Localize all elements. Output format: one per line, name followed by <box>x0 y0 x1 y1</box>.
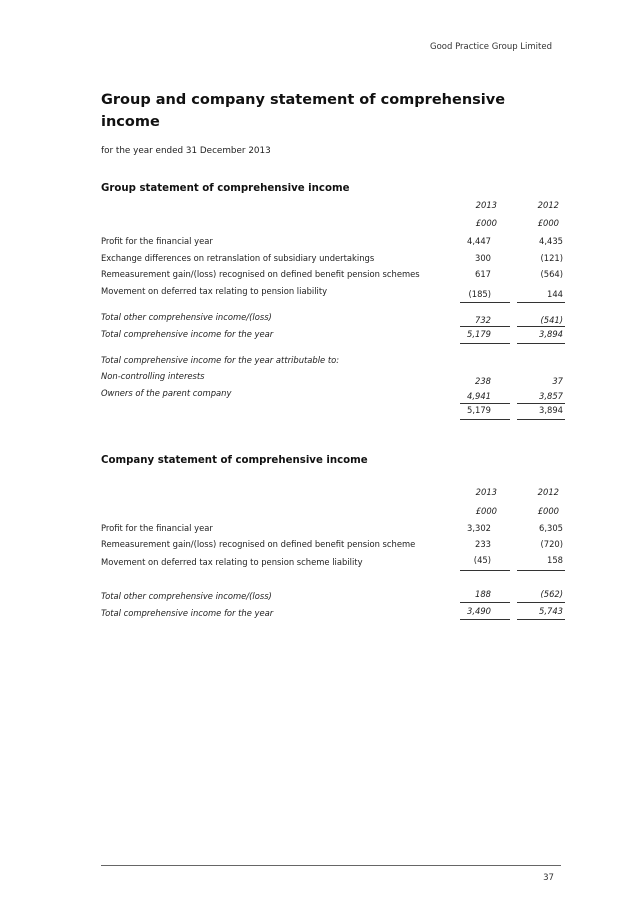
row-value-2012: 158 <box>547 555 563 565</box>
group-col-year-2013: 2013 <box>475 200 497 210</box>
row-value-2012: (564) <box>540 269 563 279</box>
page-number: 37 <box>543 873 554 883</box>
group-col-unit-2013: £000 <box>475 218 497 228</box>
page-subtitle: for the year ended 31 December 2013 <box>101 146 271 156</box>
row-label: Exchange differences on retranslation of subsidiary undertakings <box>101 253 375 263</box>
group-row <box>101 233 571 249</box>
row-value-2013: 5,179 <box>467 329 491 339</box>
group-col-year-2012: 2012 <box>537 200 559 210</box>
row-value-2013: 4,447 <box>467 236 491 246</box>
divider <box>460 570 510 571</box>
row-value-2012: (121) <box>540 253 563 263</box>
row-value-2013: 3,490 <box>467 606 491 616</box>
divider <box>460 419 510 420</box>
row-label: Remeasurement gain/(loss) recognised on defined benefit pension scheme <box>101 539 416 549</box>
group-attributable-heading <box>101 352 571 368</box>
page-title: Group and company statement of comprehensive income <box>101 92 506 130</box>
row-label: Profit for the financial year <box>101 236 213 246</box>
row-label: Non-controlling interests <box>101 371 205 381</box>
company-section-heading: Company statement of comprehensive income <box>101 455 368 466</box>
row-value-2012: 4,435 <box>539 236 563 246</box>
row-value-2013: 5,179 <box>467 405 491 415</box>
row-value-2012: 5,743 <box>539 606 563 616</box>
row-label: Total comprehensive income for the year attributable to: <box>101 355 340 365</box>
divider <box>460 619 510 620</box>
row-label: Owners of the parent company <box>101 388 232 398</box>
row-label: Total other comprehensive income/(loss) <box>101 312 272 322</box>
company-col-year-2012: 2012 <box>537 487 559 497</box>
footer-divider <box>101 865 561 866</box>
row-label: Total comprehensive income for the year <box>101 608 274 618</box>
divider <box>460 343 510 344</box>
row-value-2013: (45) <box>473 555 491 565</box>
group-row <box>101 250 571 266</box>
group-col-unit-2012: £000 <box>537 218 559 228</box>
divider <box>517 619 565 620</box>
group-row <box>101 283 571 299</box>
row-label: Total comprehensive income for the year <box>101 329 274 339</box>
row-value-2013: 617 <box>475 269 491 279</box>
company-row <box>101 520 571 536</box>
divider <box>517 302 565 303</box>
divider <box>517 419 565 420</box>
company-col-unit-2013: £000 <box>475 506 497 516</box>
divider <box>460 302 510 303</box>
row-value-2013: 188 <box>475 589 491 599</box>
row-value-2013: 238 <box>475 376 491 386</box>
row-value-2012: 3,857 <box>539 391 563 401</box>
group-total-row <box>101 326 571 342</box>
group-attr-total-row <box>101 402 571 418</box>
divider <box>517 343 565 344</box>
group-row <box>101 266 571 282</box>
row-label: Movement on deferred tax relating to pension scheme liability <box>101 557 363 567</box>
company-col-unit-2012: £000 <box>537 506 559 516</box>
header-company-name: Good Practice Group Limited <box>429 42 552 52</box>
group-section-heading: Group statement of comprehensive income <box>101 183 350 194</box>
row-value-2013: 3,302 <box>467 523 491 533</box>
divider <box>517 570 565 571</box>
row-value-2012: (562) <box>540 589 563 599</box>
row-value-2012: 3,894 <box>539 405 563 415</box>
row-label: Remeasurement gain/(loss) recognised on defined benefit pension schemes <box>101 269 420 279</box>
row-value-2012: 6,305 <box>539 523 563 533</box>
row-value-2013: 4,941 <box>467 391 491 401</box>
row-value-2013: (185) <box>468 289 491 299</box>
row-value-2012: 3,894 <box>539 329 563 339</box>
company-row <box>101 536 571 552</box>
group-owners-row <box>101 385 571 401</box>
group-nci-row <box>101 368 571 384</box>
company-col-year-2013: 2013 <box>475 487 497 497</box>
group-total-other-row <box>101 309 571 325</box>
row-label: Profit for the financial year <box>101 523 213 533</box>
row-label: Total other comprehensive income/(loss) <box>101 591 272 601</box>
row-value-2012: 144 <box>547 289 563 299</box>
row-value-2012: 37 <box>552 376 563 386</box>
company-row <box>101 554 571 570</box>
row-value-2013: 732 <box>475 315 491 325</box>
row-value-2012: (720) <box>540 539 563 549</box>
row-value-2012: (541) <box>540 315 563 325</box>
row-value-2013: 233 <box>475 539 491 549</box>
row-label: Movement on deferred tax relating to pension liability <box>101 286 328 296</box>
row-value-2013: 300 <box>475 253 491 263</box>
